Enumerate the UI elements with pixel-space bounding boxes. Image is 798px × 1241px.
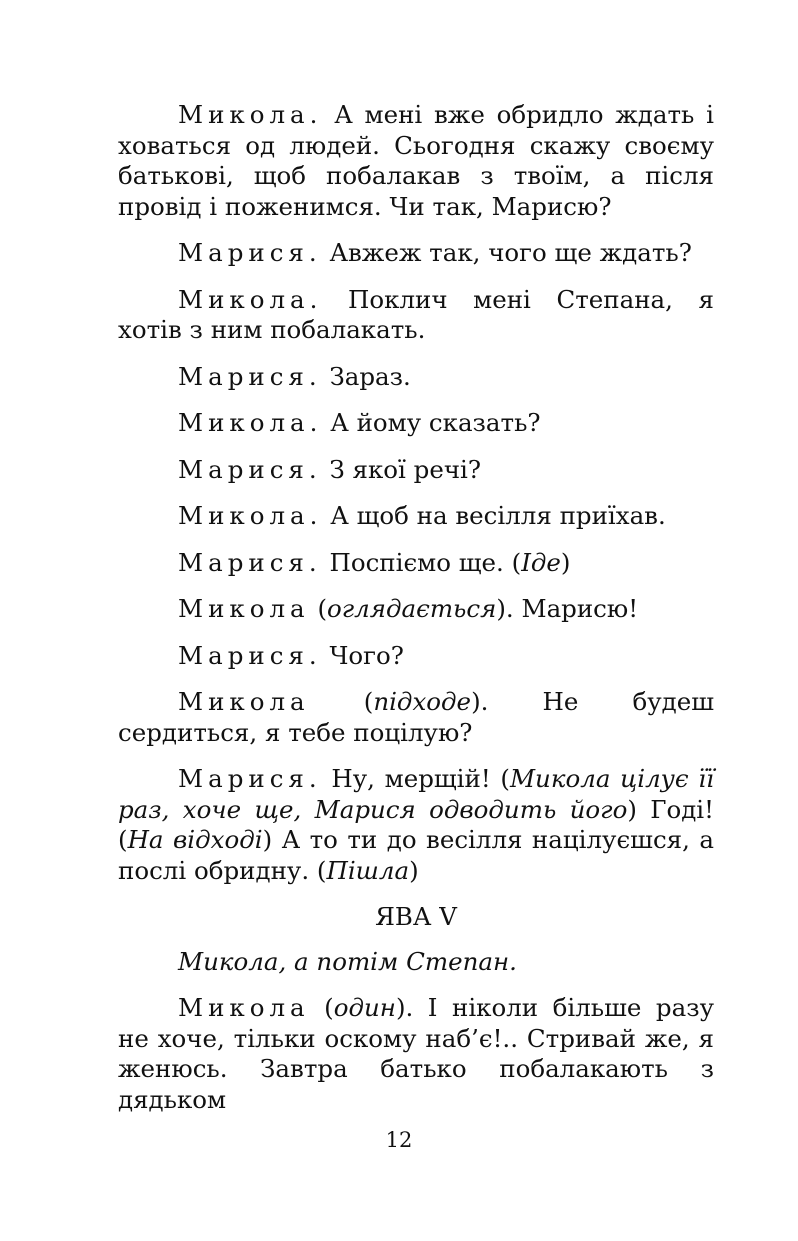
dialogue-paragraph bbox=[118, 501, 714, 532]
dialogue-text: А щоб на весілля приїхав. bbox=[322, 501, 666, 530]
dialogue-paragraph bbox=[118, 764, 714, 886]
dialogue-text: А мені вже обридло ждать і ховаться од людей. Сьогодня скажу своєму батькові, щоб побалакав з твоїм, а після провід і поженимся. Чи так, Марисю? bbox=[118, 100, 714, 221]
dialogue-text: ) bbox=[560, 547, 571, 577]
dialogue-paragraph bbox=[118, 641, 714, 672]
speaker-name: Марися. bbox=[178, 454, 322, 484]
stage-direction: Іде bbox=[521, 547, 561, 577]
speaker-name: Микола bbox=[178, 993, 310, 1022]
speaker-name: Марися. bbox=[178, 547, 322, 577]
scene-heading: ЯВА V bbox=[375, 902, 457, 931]
speaker-name: Марися. bbox=[178, 361, 322, 391]
stage-direction: один bbox=[333, 993, 396, 1022]
dialogue-paragraph bbox=[118, 362, 714, 393]
dialogue-text: Ну, мерщій! ( bbox=[321, 764, 510, 793]
speaker-name: Микола. bbox=[178, 408, 323, 437]
dialogue-text: ( bbox=[309, 687, 374, 716]
dialogue-text: ( bbox=[309, 594, 328, 623]
scene-direction: Микола, а потім Степан. bbox=[178, 946, 517, 976]
speaker-name: Марися. bbox=[178, 640, 322, 670]
stage-direction: підходе bbox=[373, 687, 472, 716]
dialogue-text: А йому сказать? bbox=[322, 408, 541, 437]
page-text bbox=[118, 100, 714, 1131]
dialogue-text: Поспіємо ще. ( bbox=[321, 547, 522, 577]
page-number: 12 bbox=[385, 1128, 413, 1152]
dialogue-text: Зараз. bbox=[321, 361, 411, 391]
dialogue-paragraph bbox=[118, 548, 714, 579]
dialogue-text: ). Не будеш сердиться, я тебе поцілую? bbox=[118, 687, 714, 747]
stage-direction: Пішла bbox=[326, 855, 410, 885]
dialogue-text: ) bbox=[409, 855, 419, 885]
dialogue-text: Поклич мені Степана, я хотів з ним побалакать. bbox=[118, 284, 714, 344]
speaker-name: Микола bbox=[178, 594, 310, 623]
dialogue-text: ) А то ти до весілля націлуєшся, а послі обридну. ( bbox=[118, 825, 714, 885]
dialogue-text: ) Годі! ( bbox=[118, 794, 714, 854]
speaker-name: Микола. bbox=[178, 284, 323, 314]
dialogue-text: З якої речі? bbox=[321, 454, 482, 484]
dialogue-text: ( bbox=[309, 993, 334, 1022]
dialogue-text: ). І ніколи більше разу не хоче, тільки оскому наб’є!.. Стривай же, я женюсь. Завтра батько побалакають з дядьком bbox=[118, 993, 714, 1114]
dialogue-paragraph bbox=[118, 993, 714, 1115]
dialogue-paragraph bbox=[118, 687, 714, 748]
dialogue-paragraph bbox=[118, 594, 714, 625]
speaker-name: Микола. bbox=[178, 501, 323, 530]
dialogue-paragraph bbox=[118, 455, 714, 486]
stage-direction: На відході bbox=[127, 825, 263, 854]
dialogue-paragraph bbox=[118, 285, 714, 346]
dialogue-paragraph bbox=[118, 238, 714, 269]
stage-direction: Микола цілує її раз, хоче ще, Марися одводить його bbox=[118, 764, 714, 824]
stage-direction: оглядається bbox=[327, 594, 497, 623]
dialogue-text: Авжеж так, чого ще ждать? bbox=[321, 238, 692, 267]
final-paragraph-container bbox=[118, 993, 714, 1115]
dialogue-paragraph bbox=[118, 408, 714, 439]
speaker-name: Микола bbox=[178, 687, 310, 716]
speaker-name: Марися. bbox=[178, 764, 322, 793]
speaker-name: Микола. bbox=[178, 100, 323, 129]
dialogue-paragraph bbox=[118, 100, 714, 222]
speaker-name: Марися. bbox=[178, 238, 322, 267]
dialogue-block bbox=[118, 100, 714, 886]
dialogue-text: Чого? bbox=[321, 640, 404, 670]
dialogue-text: ). Марисю! bbox=[496, 594, 639, 623]
